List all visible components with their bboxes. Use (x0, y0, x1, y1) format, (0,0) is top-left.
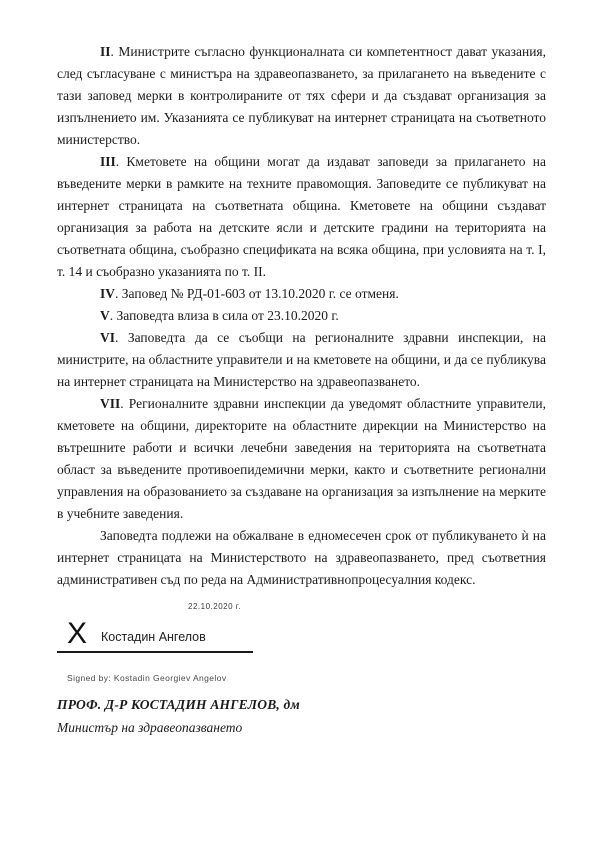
paragraph-number: III (100, 154, 116, 169)
appeal-paragraph (57, 525, 546, 591)
minister-name: ПРОФ. Д-Р КОСТАДИН АНГЕЛОВ, дм (57, 697, 300, 712)
order-paragraph-3 (57, 151, 546, 283)
paragraph-text: Заповедта подлежи на обжалване в едномесечен срок от публикуването ѝ на интернет страницата на Министерството на здравеопазването, пред съответния административен съд по реда на Административнопроцесуалния кодекс. (57, 528, 546, 587)
signature-x-mark-icon: X (67, 617, 88, 650)
paragraph-number: V (100, 308, 110, 323)
order-paragraph-2 (57, 41, 546, 151)
signature-display-name: Костадин Ангелов (101, 630, 206, 644)
signed-by-text: Signed by: Kostadin Georgiev Angelov (67, 673, 227, 683)
document-body (57, 41, 546, 736)
paragraph-number: VI (100, 330, 116, 345)
order-paragraph-5 (57, 305, 546, 327)
paragraph-text: . Заповед № РД-01-603 от 13.10.2020 г. се отменя. (115, 286, 399, 301)
order-paragraph-7 (57, 393, 546, 525)
paragraph-text: . Заповедта влиза в сила от 23.10.2020 г. (109, 308, 339, 323)
digital-signature-field (57, 619, 253, 653)
paragraph-text: . Кметовете на общини могат да издават заповеди за прилагането на въведените мерки в рамките на техните правомощия. Заповедите се публикуват на интернет страницата на съответната община. Кметовете на общини създават организация за работа на детските ясли и детските градини на територията на съответната община, съобразно спецификата на всяка община, при условията на т. I, т. 14 и съобразно указанията по т. II. (57, 154, 546, 279)
paragraph-text: . Регионалните здравни инспекции да уведомят областните управители, кметовете на общини, директорите на областните дирекции на Министерство на вътрешните работи и всички лечебни заведения на територията на съответната област за въведените противоепидемични мерки, както и съответните регионални управления на образованието за създаване на организация за изпълнение на мерките в учебните заведения. (57, 396, 546, 521)
minister-title: Министър на здравеопазването (57, 720, 243, 735)
paragraph-text: . Заповедта да се съобщи на регионалните здравни инспекции, на министрите, на областните управители и на кметовете на общини, и да се публикува на интернет страницата на Министерство на здравеопазването. (57, 330, 546, 389)
paragraph-number: VII (100, 396, 121, 411)
signature-date: 22.10.2020 г. (188, 602, 241, 611)
order-paragraph-6 (57, 327, 546, 393)
order-paragraph-4 (57, 283, 546, 305)
paragraph-number: IV (100, 286, 116, 301)
paragraph-number: II (100, 44, 111, 59)
paragraph-text: . Министрите съгласно функционалната си компетентност дават указания, след съгласуване с министъра на здравеопазването, за прилагането на въведените с тази заповед мерки в контролираните от тях сфери и да създават организация за изпълнението им. Указанията се публикуват на интернет страницата на съответното министерство. (57, 44, 546, 147)
